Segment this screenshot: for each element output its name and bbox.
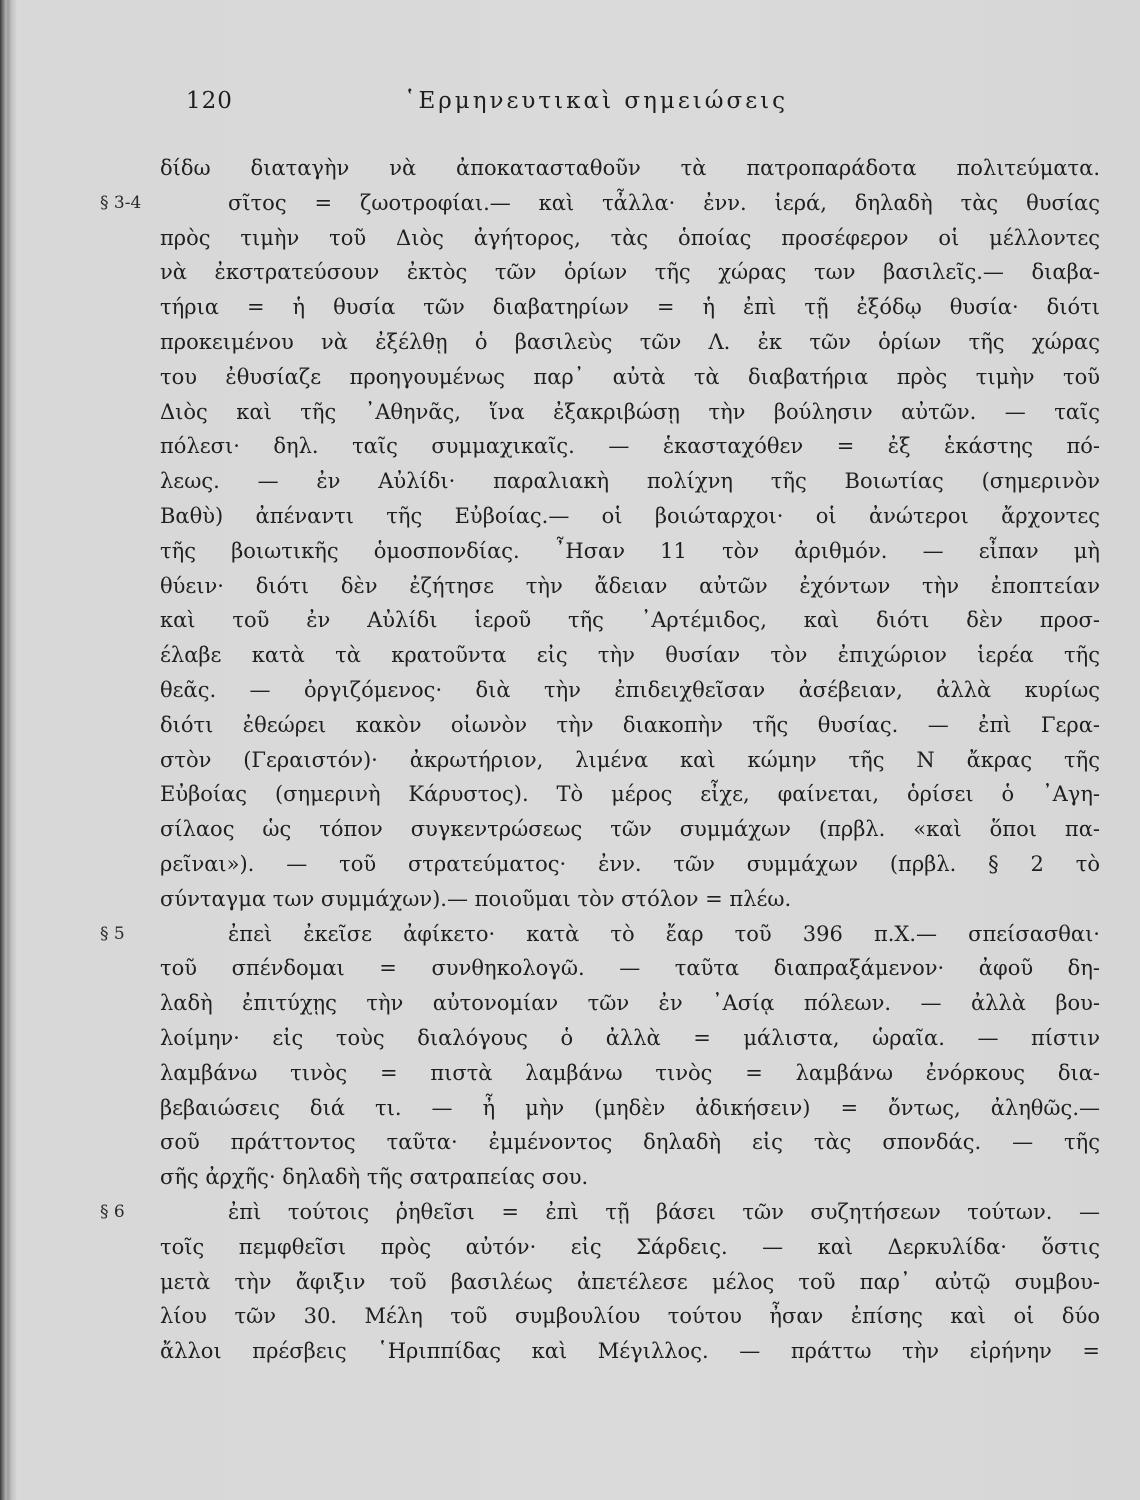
text-line [100,534,1110,569]
line-text: θεᾶς. — ὀργιζόμενος· διὰ τὴν ἐπιδειχθεῖσαν ἀσέβειαν, ἀλλὰ κυρίως [160,677,1100,702]
text-line [100,1230,1110,1265]
text-line [100,221,1110,256]
line-text: διότι ἐθεώρει κακὸν οἰωνὸν τὴν διακοπὴν τῆς θυσίας. — ἐπὶ Γερα- [160,712,1100,737]
text-line [100,1160,1110,1195]
text-line [100,777,1110,812]
text-line [100,325,1110,360]
text-line [100,395,1110,430]
text-line [100,847,1110,882]
text-line [100,1091,1110,1126]
line-text: ἐπεὶ ἐκεῖσε ἀφίκετο· κατὰ τὸ ἔαρ τοῦ 396 π.Χ.— σπείσασθαι· [228,921,1100,946]
text-line [100,1334,1110,1369]
text-line [100,290,1110,325]
line-text: δίδω διαταγὴν νὰ ἀποκατασταθοῦν τὰ πατροπαράδοτα πολιτεύματα. [160,156,1100,180]
text-line [100,1056,1110,1091]
text-line [100,499,1110,534]
text-line [100,429,1110,464]
section-marker: § 6 [100,1201,125,1222]
text-line [100,464,1110,499]
line-text: λοίμην· εἰς τοὺς διαλόγους ὁ ἀλλὰ = μάλιστα, ὡραῖα. — πίστιν [160,1025,1100,1050]
line-text: προκειμένου νὰ ἐξέλθῃ ὁ βασιλεὺς τῶν Λ. ἐκ τῶν ὁρίων τῆς χώρας [160,329,1100,354]
line-text: Διὸς καὶ τῆς ᾿Αθηνᾶς, ἵνα ἐξακριβώσῃ τὴν βούλησιν αὐτῶν. — ταῖς [160,399,1100,424]
text-line [100,186,1110,221]
line-text: τοῖς πεμφθεῖσι πρὸς αὐτόν· εἰς Σάρδεις. — καὶ Δερκυλίδα· ὅστις [160,1234,1100,1259]
line-text: ρεῖναι»). — τοῦ στρατεύματος· ἐνν. τῶν συμμάχων (πρβλ. § 2 τὸ [160,851,1100,876]
text-line [100,986,1110,1021]
line-text: σῖτος = ζωοτροφίαι.— καὶ τἆλλα· ἐνν. ἱερά, δηλαδὴ τὰς θυσίας [228,190,1100,215]
line-text: στὸν (Γεραιστόν)· ἀκρωτήριον, λιμένα καὶ κώμην τῆς Ν ἄκρας τῆς [160,747,1100,772]
line-text: λαδὴ ἐπιτύχῃς τὴν αὐτονομίαν τῶν ἐν ᾿Ασίᾳ πόλεων. — ἀλλὰ βου- [160,991,1100,1016]
text-line [100,708,1110,743]
text-line [100,917,1110,952]
line-text: πρὸς τιμὴν τοῦ Διὸς ἀγήτορος, τὰς ὁποίας προσέφερον οἱ μέλλοντες [160,225,1100,250]
text-line [100,1021,1110,1056]
book-gutter-edge [0,0,16,1500]
text-line [100,882,1110,917]
line-text: μετὰ τὴν ἄφιξιν τοῦ βασιλέως ἀπετέλεσε μέλος τοῦ παρ᾿ αὐτῷ συμβου- [160,1269,1100,1294]
text-line [100,812,1110,847]
line-text: τήρια = ἡ θυσία τῶν διαβατηρίων = ἡ ἐπὶ τῇ ἐξόδῳ θυσία· διότι [160,295,1100,320]
text-line [100,1299,1110,1334]
text-line [100,255,1110,290]
line-text: έλαβε κατὰ τὰ κρατοῦντα εἰς τὴν θυσίαν τὸν ἐπιχώριον ἱερέα τῆς [160,643,1100,668]
text-line [100,1265,1110,1300]
line-text: καὶ τοῦ ἐν Αὐλίδι ἱεροῦ τῆς ᾿Αρτέμιδος, καὶ διότι δὲν προσ- [160,608,1100,633]
line-text: λαμβάνω τινὸς = πιστὰ λαμβάνω τινὸς = λαμβάνω ἐνόρκους δια- [160,1060,1100,1085]
text-line [100,638,1110,673]
line-text: νὰ ἐκστρατεύσουν ἐκτὸς τῶν ὁρίων τῆς χώρας των βασιλεῖς.— διαβα- [160,260,1100,285]
text-line [100,743,1110,778]
text-line [100,1195,1110,1230]
line-text: Εὐβοίας (σημερινὴ Κάρυστος). Τὸ μέρος εἶχε, φαίνεται, ὁρίσει ὁ ᾿Αγη- [160,782,1100,807]
text-line [100,603,1110,638]
line-text: βεβαιώσεις διά τι. — ἦ μὴν (μηδὲν ἀδικήσειν) = ὄντως, ἀληθῶς.— [160,1095,1100,1120]
text-line [100,951,1110,986]
commentary-text [100,151,1110,1369]
line-text: πόλεσι· δηλ. ταῖς συμμαχικαῖς. — ἑκασταχόθεν = ἐξ ἑκάστης πό- [160,434,1100,459]
line-text: του ἐθυσίαζε προηγουμένως παρ᾿ αὐτὰ τὰ διαβατήρια πρὸς τιμὴν τοῦ [160,364,1100,389]
line-text: τοῦ σπένδομαι = συνθηκολογῶ. — ταῦτα διαπραξάμενον· ἀφοῦ δη- [160,956,1100,981]
section-marker: § 5 [100,923,125,944]
line-text: ἄλλοι πρέσβεις ῾Ηριππίδας καὶ Μέγιλλος. — πράττω τὴν εἰρήνην = [160,1339,1100,1364]
line-text: λίου τῶν 30. Μέλη τοῦ συμβουλίου τούτου ἦσαν ἐπίσης καὶ οἱ δύο [160,1304,1100,1329]
page-header [186,88,1086,128]
line-text: σίλαος ὡς τόπον συγκεντρώσεως τῶν συμμάχων (πρβλ. «καὶ ὅποι πα- [160,817,1100,842]
line-text: θύειν· διότι δὲν ἐζήτησε τὴν ἄδειαν αὐτῶν ἐχόντων τὴν ἐποπτείαν [160,573,1100,598]
text-line [100,151,1110,186]
line-text: σύνταγμα των συμμάχων).— ποιοῦμαι τὸν στόλον = πλέω. [160,886,792,911]
line-text: τῆς βοιωτικῆς ὁμοσπονδίας. ῏Ησαν 11 τὸν ἀριθμόν. — εἶπαν μὴ [160,538,1100,563]
line-text: σῆς ἀρχῆς· δηλαδὴ τῆς σατραπείας σου. [160,1165,589,1190]
page-number: 120 [186,88,233,114]
line-text: σοῦ πράττοντος ταῦτα· ἐμμένοντος δηλαδὴ εἰς τὰς σπονδάς. — τῆς [160,1130,1100,1155]
text-line [100,569,1110,604]
line-text: λεως. — ἐν Αὐλίδι· παραλιακὴ πολίχνη τῆς Βοιωτίας (σημερινὸν [160,469,1100,494]
line-text: ἐπὶ τούτοις ῥηθεῖσι = ἐπὶ τῇ βάσει τῶν συζητήσεων τούτων. — [228,1199,1100,1224]
running-title: ῾Ερμηνευτικαὶ σημειώσεις [404,88,789,114]
text-line [100,1125,1110,1160]
text-line [100,360,1110,395]
line-text: Βαθὺ) ἀπέναντι τῆς Εὐβοίας.— οἱ βοιώταρχοι· οἱ ἀνώτεροι ἄρχοντες [160,503,1100,528]
section-marker: § 3-4 [100,192,142,213]
text-line [100,673,1110,708]
